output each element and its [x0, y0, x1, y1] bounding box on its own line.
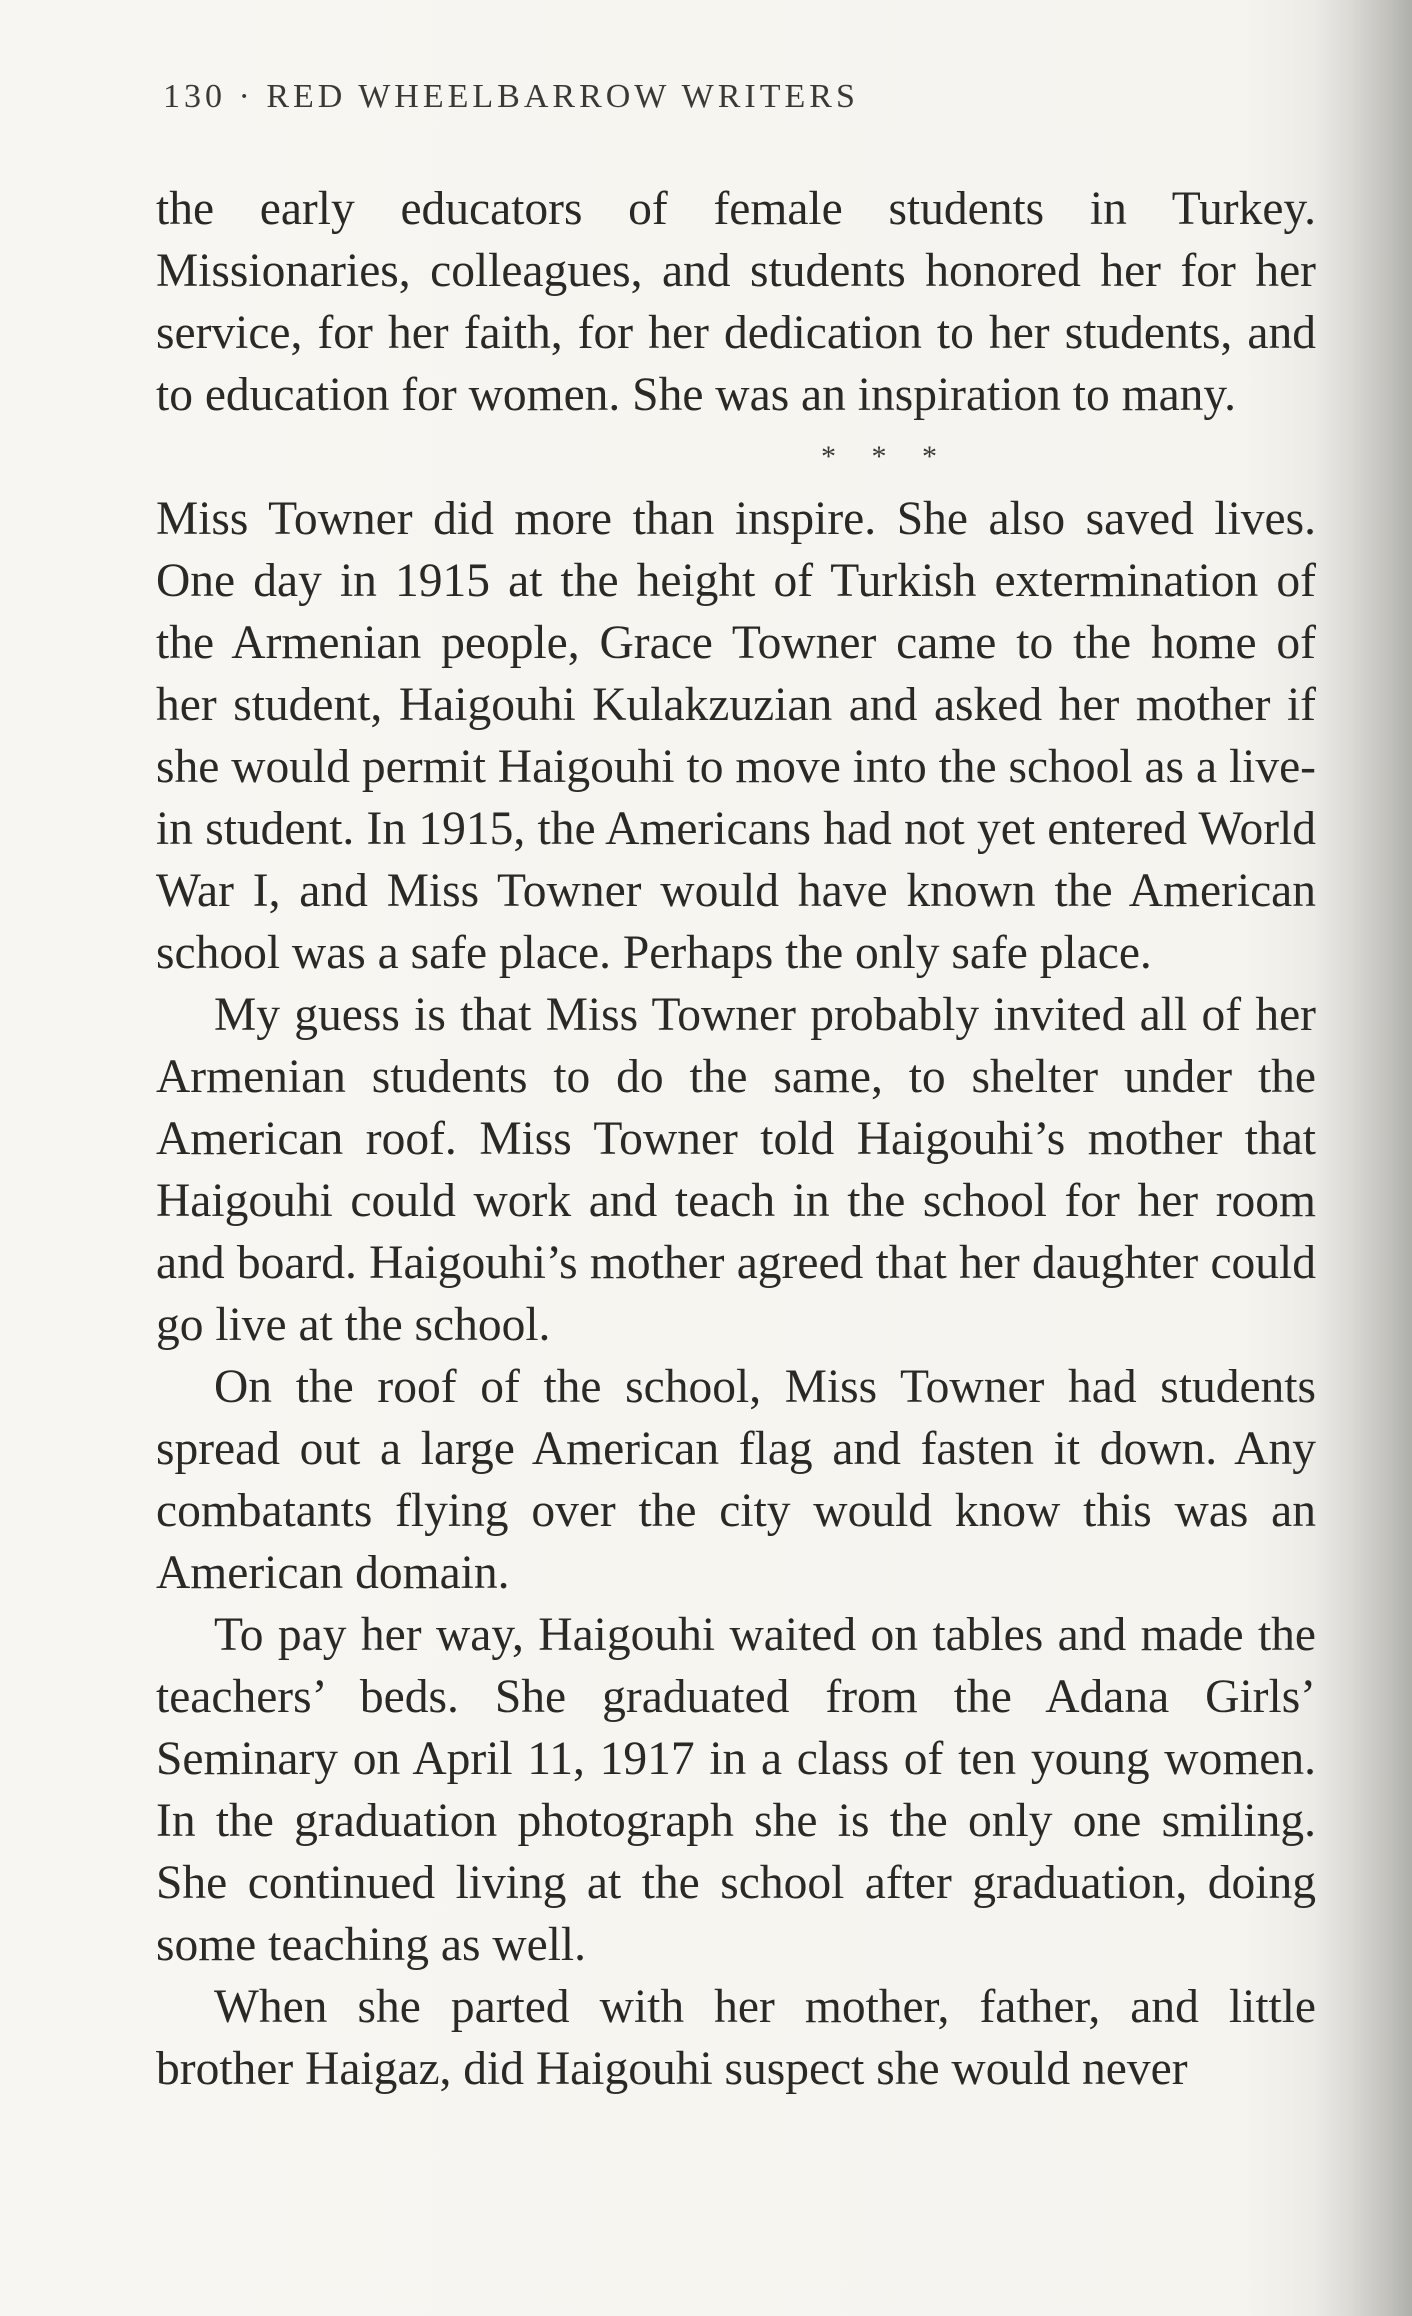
section-break: * * * [821, 440, 951, 473]
paragraph-4: On the roof of the school, Miss Towner had students spread out a large American flag and fasten it down. Any combatants flying over the city would know this was an American domain. [156, 1361, 1316, 1599]
running-head: 130 · RED WHEELBARROW WRITERS [163, 78, 859, 115]
paragraph-6: When she parted with her mother, father, and little brother Haigaz, did Haigouhi suspect she would never [156, 1981, 1316, 2095]
paragraph-1: the early educators of female students in Turkey. Missionaries, colleagues, and students honored her for her service, for her faith, for her dedication to her students, and to education for women. She was an inspiration to many. [156, 183, 1316, 421]
paragraph-5: To pay her way, Haigouhi waited on tables and made the teachers’ beds. She graduated from the Adana Girls’ Seminary on April 11, 1917 in a class of ten young women. In the graduation photograph she is the only one smiling. She continued living at the school after graduation, doing some teaching as well. [156, 1609, 1316, 1971]
body-text [156, 178, 1316, 2100]
paragraph-2: Miss Towner did more than inspire. She also saved lives. One day in 1915 at the height of Turkish extermination of the Armenian people, Grace Towner came to the home of her student, Haigouhi Kulakzuzian and asked her mother if she would permit Haigouhi to move into the school as a live-in student. In 1915, the Americans had not yet entered World War I, and Miss Towner would have known the American school was a safe place. Perhaps the only safe place. [156, 493, 1316, 979]
paragraph-3: My guess is that Miss Towner probably invited all of her Armenian students to do the same, to shelter under the American roof. Miss Towner told Haigouhi’s mother that Haigouhi could work and teach in the school for her room and board. Haigouhi’s mother agreed that her daughter could go live at the school. [156, 989, 1316, 1351]
page-edge-shadow [1352, 0, 1412, 2316]
